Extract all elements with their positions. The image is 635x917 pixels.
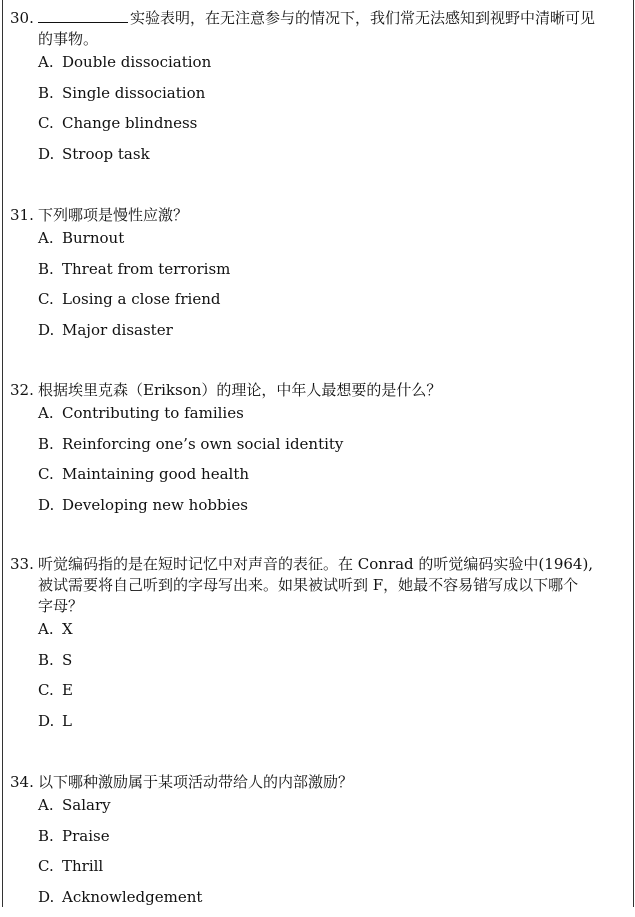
- question-number: 32.: [10, 380, 38, 401]
- option-text: Change blindness: [62, 114, 197, 132]
- option-letter: C.: [38, 464, 62, 485]
- option-a: [10, 403, 627, 434]
- option-text: Acknowledgement: [62, 888, 202, 906]
- option-letter: D.: [38, 320, 62, 341]
- option-text: Major disaster: [62, 321, 173, 339]
- option-letter: C.: [38, 856, 62, 877]
- option-text: Thrill: [62, 857, 103, 875]
- option-d: [10, 144, 627, 175]
- question-30: [10, 8, 627, 174]
- option-letter: D.: [38, 495, 62, 516]
- option-letter: D.: [38, 887, 62, 908]
- option-letter: A.: [38, 228, 62, 249]
- question-text-line: 字母？: [10, 596, 627, 617]
- option-c: [10, 289, 627, 320]
- option-letter: B.: [38, 650, 62, 671]
- option-letter: B.: [38, 826, 62, 847]
- option-letter: D.: [38, 711, 62, 732]
- question-stem: [10, 380, 627, 401]
- option-text: X: [62, 620, 73, 638]
- question-text-line: 被试需要将自己听到的字母写出来。如果被试听到 F，她最不容易错写成以下哪个: [10, 575, 627, 596]
- question-stem: [10, 8, 627, 29]
- option-list: [10, 403, 627, 525]
- option-d: [10, 320, 627, 351]
- option-a: [10, 795, 627, 826]
- option-d: [10, 887, 627, 917]
- question-text-line: 根据埃里克森（Erikson）的理论，中年人最想要的是什么？: [38, 381, 441, 399]
- question-text-line: 下列哪项是慢性应激？: [38, 206, 188, 224]
- question-text-line: 听觉编码指的是在短时记忆中对声音的表征。在 Conrad 的听觉编码实验中(1964),: [38, 555, 593, 573]
- option-text: Single dissociation: [62, 84, 205, 102]
- option-c: [10, 680, 627, 711]
- question-stem: [10, 205, 627, 226]
- answer-blank: [38, 8, 128, 23]
- option-text: E: [62, 681, 73, 699]
- option-list: [10, 619, 627, 741]
- option-c: [10, 464, 627, 495]
- option-text: Maintaining good health: [62, 465, 249, 483]
- option-letter: B.: [38, 434, 62, 455]
- question-stem: [10, 554, 627, 575]
- option-list: [10, 795, 627, 917]
- question-34: [10, 772, 627, 917]
- question-text-line: 以下哪种激励属于某项活动带给人的内部激励？: [38, 773, 353, 791]
- option-list: [10, 228, 627, 350]
- question-stem: [10, 772, 627, 793]
- option-a: [10, 228, 627, 259]
- option-text: Developing new hobbies: [62, 496, 248, 514]
- option-b: [10, 826, 627, 857]
- option-letter: B.: [38, 259, 62, 280]
- question-number: 33.: [10, 554, 38, 575]
- option-c: [10, 113, 627, 144]
- option-text: S: [62, 651, 72, 669]
- right-border-line: [633, 0, 634, 907]
- option-letter: A.: [38, 619, 62, 640]
- question-31: [10, 205, 627, 350]
- option-text: Salary: [62, 796, 111, 814]
- question-33: [10, 554, 627, 741]
- question-number: 34.: [10, 772, 38, 793]
- option-b: [10, 259, 627, 290]
- option-list: [10, 52, 627, 174]
- option-letter: B.: [38, 83, 62, 104]
- option-a: [10, 52, 627, 83]
- option-letter: A.: [38, 795, 62, 816]
- option-a: [10, 619, 627, 650]
- option-d: [10, 711, 627, 742]
- question-text-line: 的事物。: [10, 29, 627, 50]
- option-letter: D.: [38, 144, 62, 165]
- question-number: 30.: [10, 8, 38, 29]
- left-border-line: [2, 0, 3, 907]
- option-letter: C.: [38, 289, 62, 310]
- option-text: Praise: [62, 827, 110, 845]
- option-text: L: [62, 712, 72, 730]
- option-text: Burnout: [62, 229, 124, 247]
- option-b: [10, 83, 627, 114]
- question-text-line: 实验表明，在无注意参与的情况下，我们常无法感知到视野中清晰可见: [130, 9, 595, 27]
- option-letter: C.: [38, 680, 62, 701]
- option-text: Double dissociation: [62, 53, 211, 71]
- option-letter: A.: [38, 403, 62, 424]
- option-letter: A.: [38, 52, 62, 73]
- option-b: [10, 434, 627, 465]
- question-32: [10, 380, 627, 525]
- option-letter: C.: [38, 113, 62, 134]
- option-text: Contributing to families: [62, 404, 244, 422]
- option-text: Stroop task: [62, 145, 150, 163]
- option-text: Threat from terrorism: [62, 260, 230, 278]
- option-text: Reinforcing one’s own social identity: [62, 435, 343, 453]
- option-d: [10, 495, 627, 526]
- question-number: 31.: [10, 205, 38, 226]
- option-text: Losing a close friend: [62, 290, 220, 308]
- option-c: [10, 856, 627, 887]
- option-b: [10, 650, 627, 681]
